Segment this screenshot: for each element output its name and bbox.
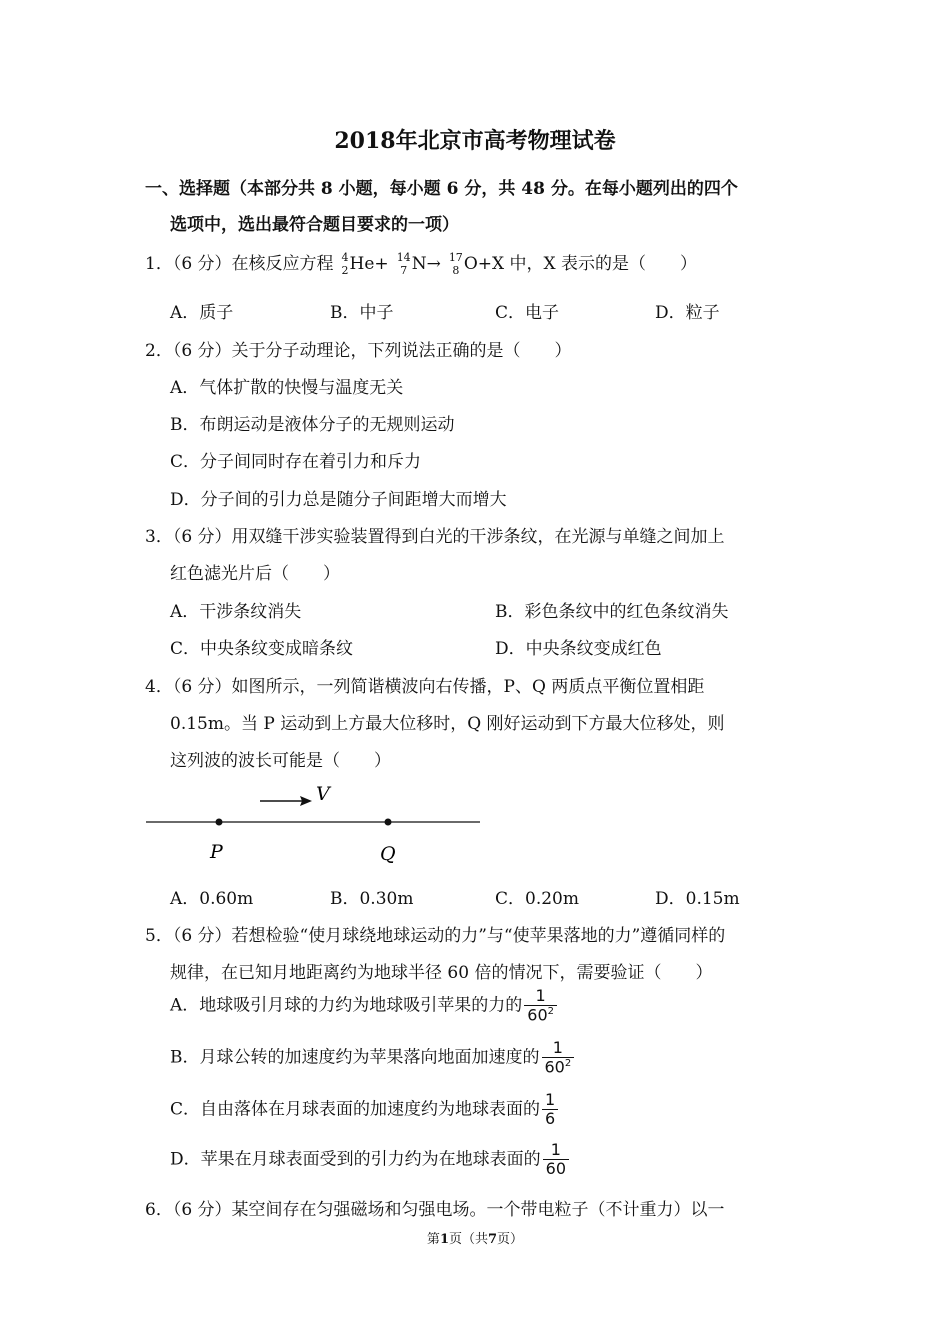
page-footer: 第1页（共7页） (426, 1232, 524, 1247)
question-4-stem-line1: 4．（6 分）如图所示，一列简谐横波向右传播，P、Q 两质点平衡位置相距 (145, 677, 705, 697)
isotope-o: 17 8 (448, 251, 463, 277)
q1-option-d[interactable]: D．粒子 (655, 303, 720, 323)
q5-option-a[interactable] (170, 988, 557, 1024)
q1-option-b[interactable]: B．中子 (330, 303, 394, 323)
q3-option-c[interactable]: C．中央条纹变成暗条纹 (170, 639, 354, 659)
fraction-c: $\frac{1}{6}$ (542, 1092, 558, 1128)
q3-option-b[interactable]: B．彩色条纹中的红色条纹消失 (495, 602, 729, 622)
question-4-stem-line2: 0.15m。当 P 运动到上方最大位移时，Q 刚好运动到下方最大位移处，则 (170, 714, 725, 734)
q1-option-a[interactable]: A．质子 (170, 303, 234, 323)
section-heading-line1: 一、选择题（本部分共 8 小题，每小题 6 分，共 48 分。在每小题列出的四个 (145, 179, 738, 199)
question-3-stem-line2: 红色滤光片后（ ） (170, 564, 340, 584)
current-page-number: 1 (439, 1232, 449, 1247)
q5-option-a-text: A．地球吸引月球的力约为地球吸引苹果的力的 (170, 995, 523, 1016)
velocity-label: V (316, 783, 330, 805)
question-4-stem-line3: 这列波的波长可能是（ ） (170, 751, 391, 771)
point-p-label: P (210, 841, 223, 863)
question-1-stem (145, 249, 697, 277)
q2-option-d[interactable]: D．分子间的引力总是随分子间距增大而增大 (170, 490, 507, 510)
q2-option-b[interactable]: B．布朗运动是液体分子的无规则运动 (170, 415, 455, 435)
q1-option-c[interactable]: C．电子 (495, 303, 560, 323)
isotope-he: 4 2 (341, 251, 349, 277)
he-symbol: He+ (349, 254, 389, 274)
isotope-n: 14 7 (396, 251, 411, 277)
q5-option-b-text: B．月球公转的加速度约为苹果落向地面加速度的 (170, 1047, 540, 1068)
point-p-dot (216, 819, 223, 826)
point-q-dot (385, 819, 392, 826)
question-3-stem-line1: 3．（6 分）用双缝干涉实验装置得到白光的干涉条纹，在光源与单缝之间加上 (145, 527, 725, 547)
q5-option-c[interactable] (170, 1092, 558, 1128)
q4-option-a[interactable]: A．0.60m (170, 889, 254, 909)
question-5-stem-line2: 规律，在已知月地距离约为地球半径 60 倍的情况下，需要验证（ ） (170, 963, 713, 983)
fraction-d: $\frac{1}{60}$ (543, 1142, 569, 1178)
wave-figure (140, 780, 490, 870)
point-q-label: Q (380, 843, 396, 865)
page-title: 2018年北京市高考物理试卷 (334, 128, 616, 154)
q3-option-a[interactable]: A．干涉条纹消失 (170, 602, 302, 622)
q5-option-c-text: C．自由落体在月球表面的加速度约为地球表面的 (170, 1099, 541, 1120)
question-6-stem-line1: 6．（6 分）某空间存在匀强磁场和匀强电场。一个带电粒子（不计重力）以一 (145, 1200, 725, 1220)
total-pages: 7 (488, 1232, 498, 1247)
section-heading-line2: 选项中，选出最符合题目要求的一项） (170, 215, 459, 235)
q4-option-b[interactable]: B．0.30m (330, 889, 414, 909)
question-2-stem: 2．（6 分）关于分子动理论，下列说法正确的是（ ） (145, 341, 572, 361)
o-symbol: O+X 中，X 表示的是（ ） (463, 254, 698, 274)
q5-option-b[interactable] (170, 1040, 574, 1076)
q2-option-a[interactable]: A．气体扩散的快慢与温度无关 (170, 378, 404, 398)
q1-prefix: 1．（6 分）在核反应方程 (145, 254, 334, 274)
q3-option-d[interactable]: D．中央条纹变成红色 (495, 639, 662, 659)
fraction-a: $\frac{1}{60^2}$ (524, 988, 557, 1024)
q5-option-d-text: D．苹果在月球表面受到的引力约为在地球表面的 (170, 1149, 541, 1170)
q2-option-c[interactable]: C．分子间同时存在着引力和斥力 (170, 452, 422, 472)
q4-option-c[interactable]: C．0.20m (495, 889, 579, 909)
fraction-b: $\frac{1}{60^2}$ (542, 1040, 575, 1076)
q5-option-d[interactable] (170, 1142, 569, 1178)
question-5-stem-line1: 5．（6 分）若想检验“使月球绕地球运动的力”与“使苹果落地的力”遵循同样的 (145, 926, 726, 946)
q4-option-d[interactable]: D．0.15m (655, 889, 740, 909)
n-symbol: N→ (411, 254, 441, 274)
